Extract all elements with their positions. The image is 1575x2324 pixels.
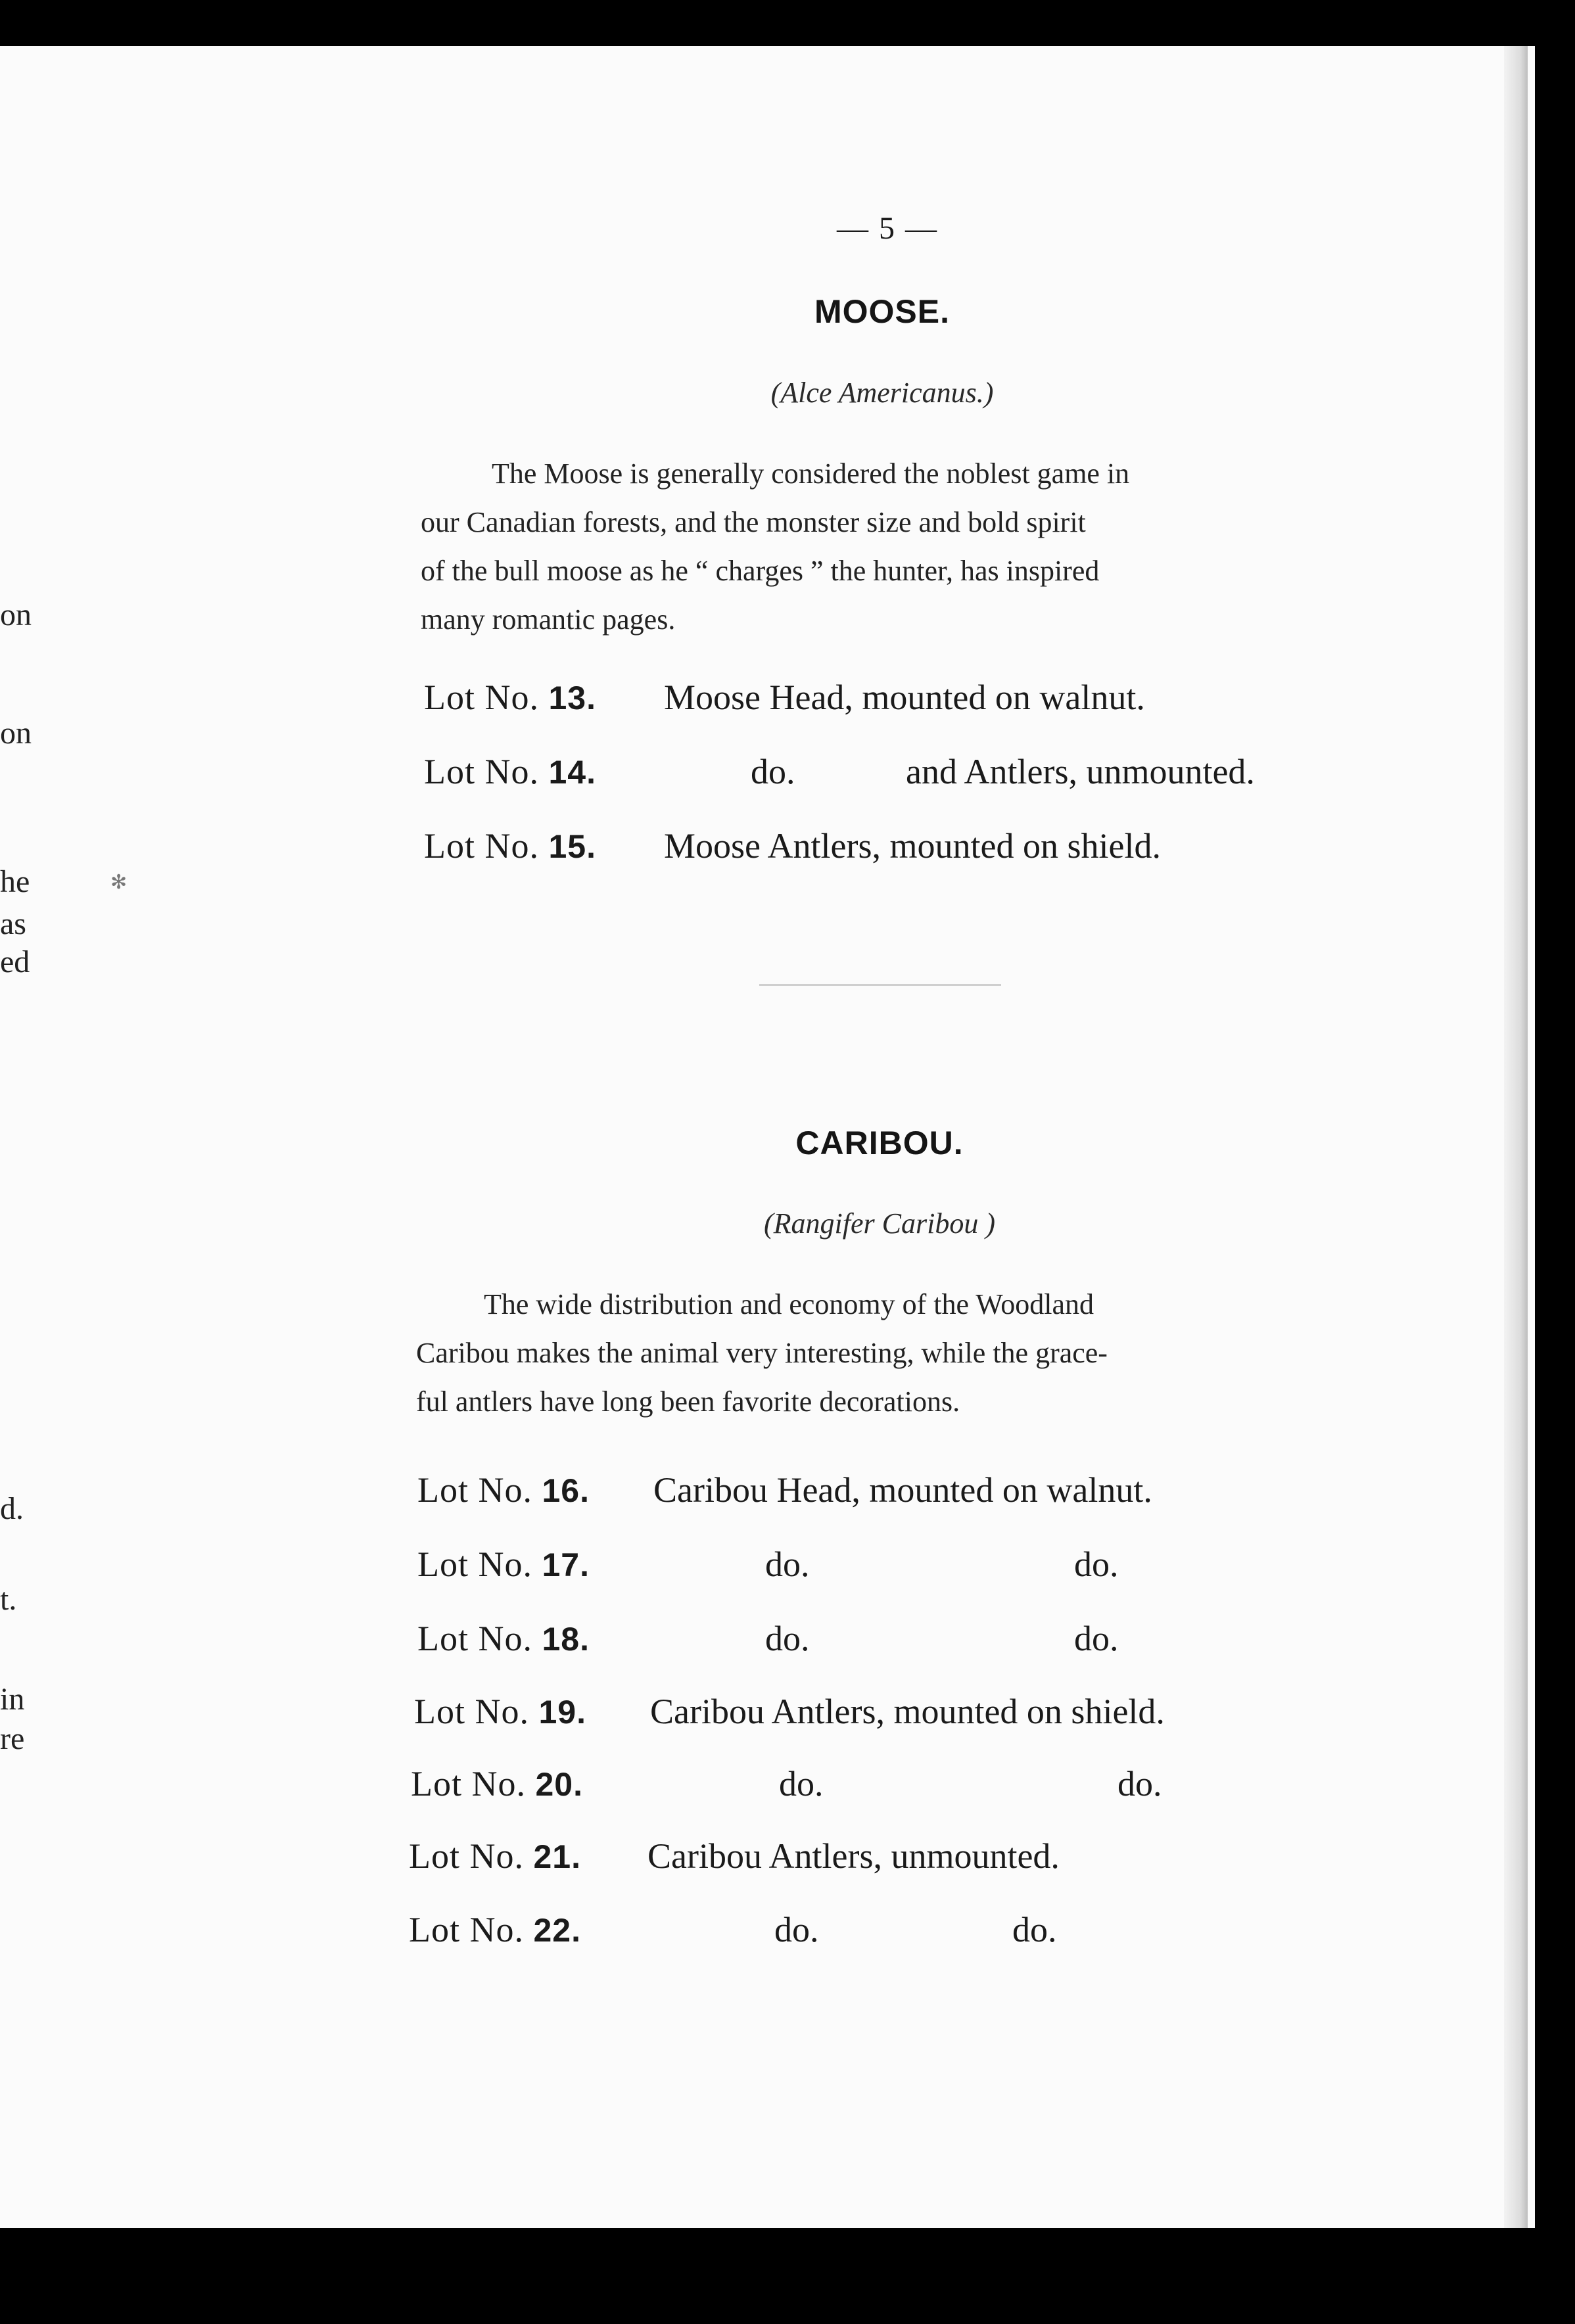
- lot-description-2: do.: [1012, 1910, 1057, 1949]
- description-line: of the bull moose as he “ charges ” the hunter, has inspired: [421, 555, 1100, 587]
- margin-fragment: re: [0, 1721, 25, 1756]
- lot-number: 20.: [535, 1766, 584, 1803]
- lot-number: 17.: [542, 1546, 590, 1583]
- lot-number: 13.: [548, 680, 597, 716]
- moose-latin-name: (Alce Americanus.): [770, 377, 994, 409]
- section-divider: [759, 984, 1001, 986]
- lot-description: do.: [765, 1545, 810, 1584]
- margin-fragment: ed: [0, 944, 30, 979]
- lot-description-2: and Antlers, unmounted.: [906, 752, 1255, 791]
- lot-label: Lot No. 22.: [409, 1910, 582, 1949]
- lot-number: 19.: [538, 1694, 587, 1731]
- margin-fragment: in: [0, 1682, 25, 1717]
- lot-label: Lot No. 18.: [417, 1619, 590, 1658]
- margin-fragment: on: [0, 716, 32, 751]
- page-number: — 5 —: [837, 211, 938, 246]
- caribou-heading: CARIBOU.: [795, 1125, 964, 1161]
- caribou-description: [416, 1280, 1336, 1426]
- margin-fragment: d.: [0, 1491, 24, 1526]
- lot-label: Lot No. 20.: [411, 1764, 584, 1803]
- lot-label: Lot No. 19.: [414, 1692, 587, 1731]
- description-line: The wide distribution and economy of the Woodland: [484, 1288, 1094, 1320]
- lot-description: do.: [779, 1764, 824, 1803]
- lot-label: Lot No. 16.: [417, 1470, 590, 1510]
- margin-fragment: t.: [0, 1582, 17, 1617]
- lot-label: Lot No. 15.: [424, 826, 597, 866]
- margin-fragment: as: [0, 906, 26, 941]
- moose-heading: MOOSE.: [814, 293, 951, 330]
- lot-description-2: do.: [1117, 1764, 1162, 1803]
- lot-description: do.: [774, 1910, 819, 1949]
- description-line: many romantic pages.: [421, 603, 676, 636]
- lot-description-2: do.: [1074, 1619, 1119, 1658]
- lot-label: Lot No. 13.: [424, 678, 597, 717]
- lot-label: Lot No. 21.: [409, 1836, 582, 1876]
- margin-fragment: he: [0, 864, 30, 899]
- lot-description: do.: [751, 752, 795, 791]
- lot-description: Caribou Head, mounted on walnut.: [653, 1470, 1152, 1510]
- margin-fragment: on: [0, 597, 32, 632]
- lot-description: Moose Head, mounted on walnut.: [664, 678, 1145, 717]
- lot-description: Caribou Antlers, unmounted.: [647, 1836, 1060, 1876]
- lot-label: Lot No. 17.: [417, 1545, 590, 1584]
- lot-description: Caribou Antlers, mounted on shield.: [650, 1692, 1165, 1731]
- lot-description: do.: [765, 1619, 810, 1658]
- lot-number: 18.: [542, 1621, 590, 1658]
- lot-number: 21.: [533, 1838, 582, 1875]
- description-line: The Moose is generally considered the noblest game in: [492, 457, 1130, 490]
- description-line: ful antlers have long been favorite decorations.: [416, 1385, 960, 1418]
- lot-number: 16.: [542, 1472, 590, 1509]
- caribou-latin-name: (Rangifer Caribou ): [764, 1207, 995, 1240]
- moose-description: [421, 450, 1341, 644]
- page-edge-shadow: [1504, 46, 1528, 2228]
- lot-number: 14.: [548, 754, 597, 791]
- description-line: our Canadian forests, and the monster size and bold spirit: [421, 506, 1086, 538]
- lot-number: 15.: [548, 828, 597, 865]
- lot-description-2: do.: [1074, 1545, 1119, 1584]
- description-line: Caribou makes the animal very interesting, while the grace-: [416, 1337, 1108, 1369]
- lot-description: Moose Antlers, mounted on shield.: [664, 826, 1161, 866]
- lot-label: Lot No. 14.: [424, 752, 597, 791]
- ink-speck: ✻: [110, 872, 128, 893]
- lot-number: 22.: [533, 1912, 582, 1949]
